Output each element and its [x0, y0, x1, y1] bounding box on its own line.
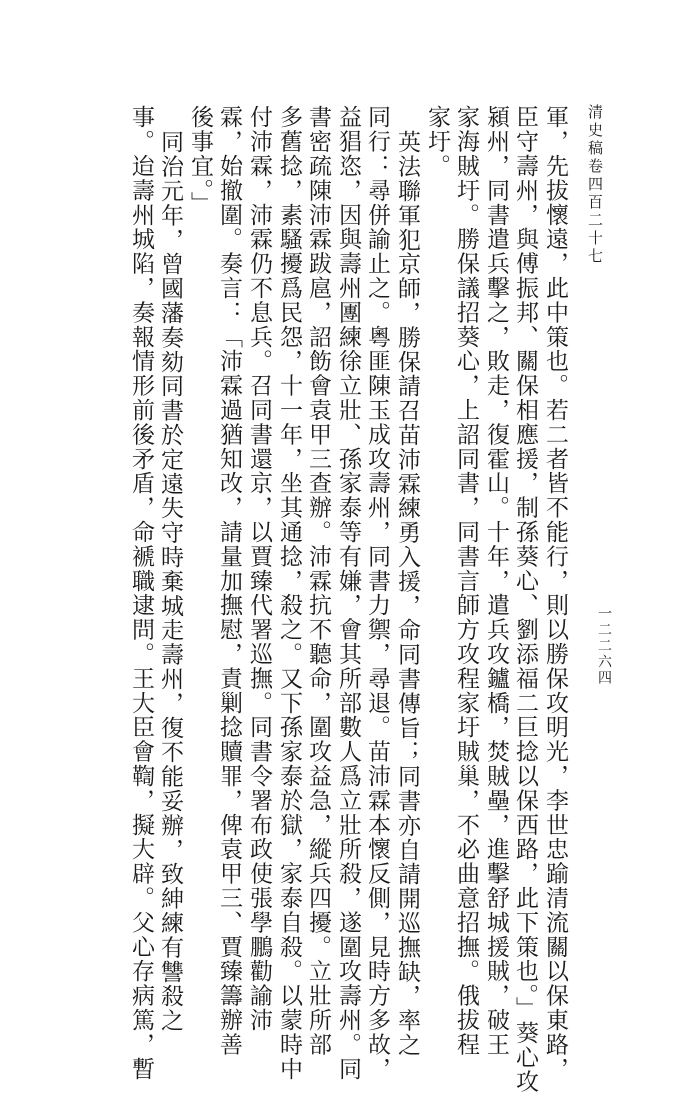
text-column: 潁州，同書遣兵擊之，敗走，復霍山。十年，遣兵攻鑪橋，焚賊壘，進擊舒城援賊，破王 [483, 105, 509, 1057]
text-column: 霖，始撤圍。奏言：「沛霖過猶知改，請量加撫慰，責剿捻贖罪，俾袁甲三、賈臻籌辦善 [216, 105, 242, 1057]
text-column: 家圩。 [424, 105, 450, 179]
text-column: 益猖恣，因與壽州團練徐立壯、孫家泰等有嫌，會其所部數人爲立壯所殺，遂圍攻壽州。同 [335, 105, 361, 1081]
text-column: 英法聯軍犯京師，勝保請召苗沛霖練勇入援，命同書傳旨；同書亦自請開巡撫缺，率之 [394, 130, 420, 1058]
text-column: 事。迨壽州城陷，奏報情形前後矛盾，命褫職逮問。王大臣會鞫，擬大辟。父心存病篤，暫 [128, 105, 154, 1081]
text-column: 同治元年，曾國藩奏劾同書於定遠失守時棄城走壽州，復不能妥辦，致紳練有讐殺之 [157, 130, 183, 1033]
book-title: 清史稿卷四百二十七 [586, 104, 604, 266]
text-column: 多舊捻，素騷擾爲民怨，十一年，坐其通捻，殺之。又下孫家泰於獄，家泰自殺。以蒙時中 [276, 105, 302, 1081]
text-column: 書密疏陳沛霖跋扈，詔飭會袁甲三查辦。沛霖抗不聽命，圍攻益急，縱兵四擾。立壯所部 [305, 105, 331, 1057]
page-number: 一二二六四 [596, 606, 612, 686]
text-column: 付沛霖，沛霖仍不息兵。召同書還京，以賈臻代署巡撫。同書令署布政使張學鵬勸諭沛 [246, 105, 272, 1033]
text-column: 同行：尋併諭止之。粵匪陳玉成攻壽州，同書力禦，尋退。苗沛霖本懷反側，見時方多故， [364, 105, 390, 1081]
text-column: 臣守壽州，與傅振邦、關保相應援，制孫葵心、劉添福二巨捻以保西路，此下策也。」葵心攻 [512, 105, 538, 1094]
text-column: 後事宜。」 [187, 105, 213, 216]
text-column: 家海賊圩。勝保議招葵心，上詔同書，同書言師方攻程家圩賊巢，不必曲意招撫。俄拔程 [453, 105, 479, 1057]
text-column: 軍，先拔懷遠，此中策也。若二者皆不能行，則以勝保攻明光，李世忠踰清流關以保東路， [542, 105, 568, 1081]
